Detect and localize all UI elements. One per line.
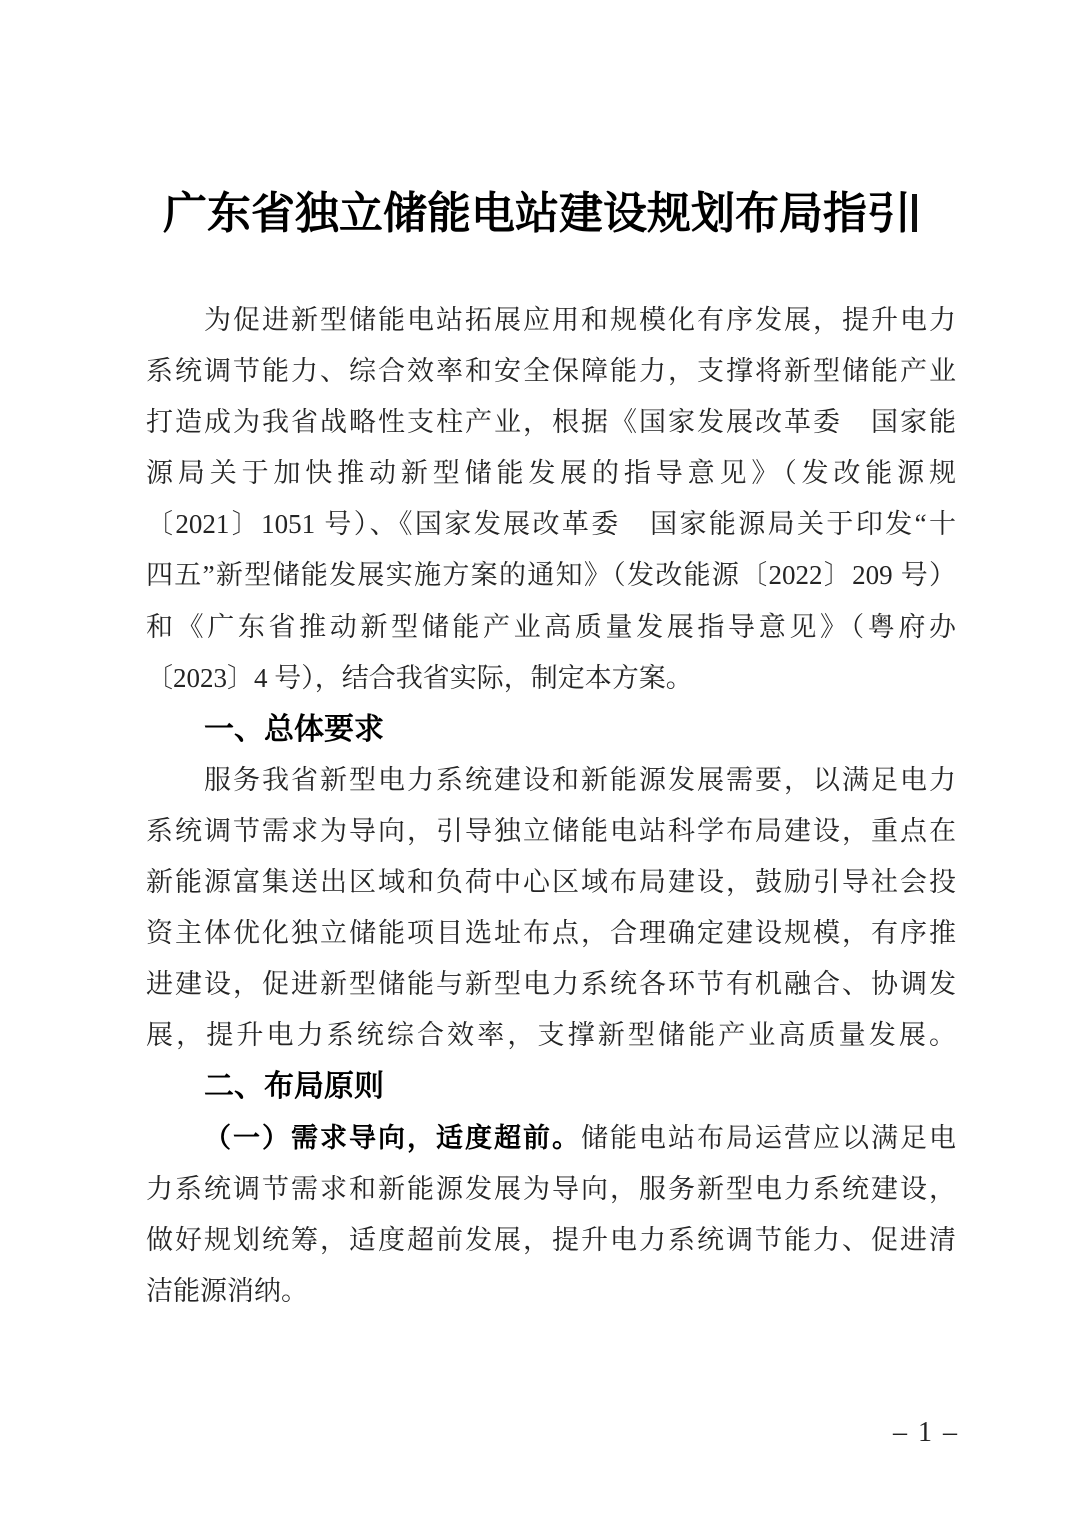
- paragraph-line: 〔2023〕4 号），结合我省实际，制定本方案。: [146, 662, 693, 693]
- page-number: – 1 –: [893, 1417, 959, 1448]
- paragraph-line: 洁能源消纳。: [146, 1275, 308, 1306]
- paragraph-lead-in: （一）需求导向，适度超前。: [204, 1122, 581, 1153]
- paragraph-line: [146, 1113, 956, 1164]
- paragraph-line: 系统调节能力、综合效率和安全保障能力，支撑将新型储能产业: [146, 356, 956, 387]
- document-title: [135, 186, 945, 242]
- section-heading-2: 二、布局原则: [204, 1070, 384, 1104]
- section-heading-1: 一、总体要求: [204, 712, 384, 746]
- paragraph-line: 〔2021〕1051 号）、《国家发展改革委 国家能源局关于印发“十: [146, 509, 956, 540]
- paragraph-line: 服务我省新型电力系统建设和新能源发展需要，以满足电力: [204, 764, 956, 795]
- paragraph-line: 力系统调节需求和新能源发展为导向，服务新型电力系统建设，: [146, 1173, 956, 1204]
- text-cursor: [912, 194, 917, 232]
- document-body: [146, 295, 956, 1317]
- paragraph-line: 新能源富集送出区域和负荷中心区域布局建设，鼓励引导社会投: [146, 867, 956, 898]
- paragraph-line: 展，提升电力系统综合效率，支撑新型储能产业高质量发展。: [146, 1020, 956, 1051]
- paragraph-line-text: 储能电站布局运营应以满足电: [581, 1122, 956, 1153]
- paragraph-line: 做好规划统筹，适度超前发展，提升电力系统调节能力、促进清: [146, 1224, 956, 1255]
- paragraph-line: 四五”新型储能发展实施方案的通知》（发改能源〔2022〕209 号）: [146, 560, 956, 591]
- paragraph-line: 和《广东省推动新型储能产业高质量发展指导意见》（粤府办: [146, 611, 956, 642]
- paragraph-line: 进建设，促进新型储能与新型电力系统各环节有机融合、协调发: [146, 969, 956, 1000]
- paragraph-line: 系统调节需求为导向，引导独立储能电站科学布局建设，重点在: [146, 815, 956, 846]
- paragraph-line: 为促进新型储能电站拓展应用和规模化有序发展，提升电力: [204, 305, 956, 335]
- paragraph-line: 源局关于加快推动新型储能发展的指导意见》（发改能源规: [146, 458, 956, 489]
- document-title-text: 广东省独立储能电站建设规划布局指引: [163, 189, 911, 238]
- paragraph-line: 资主体优化独立储能项目选址布点，合理确定建设规模，有序推: [146, 918, 956, 949]
- paragraph-line: 打造成为我省战略性支柱产业，根据《国家发展改革委 国家能: [146, 407, 956, 438]
